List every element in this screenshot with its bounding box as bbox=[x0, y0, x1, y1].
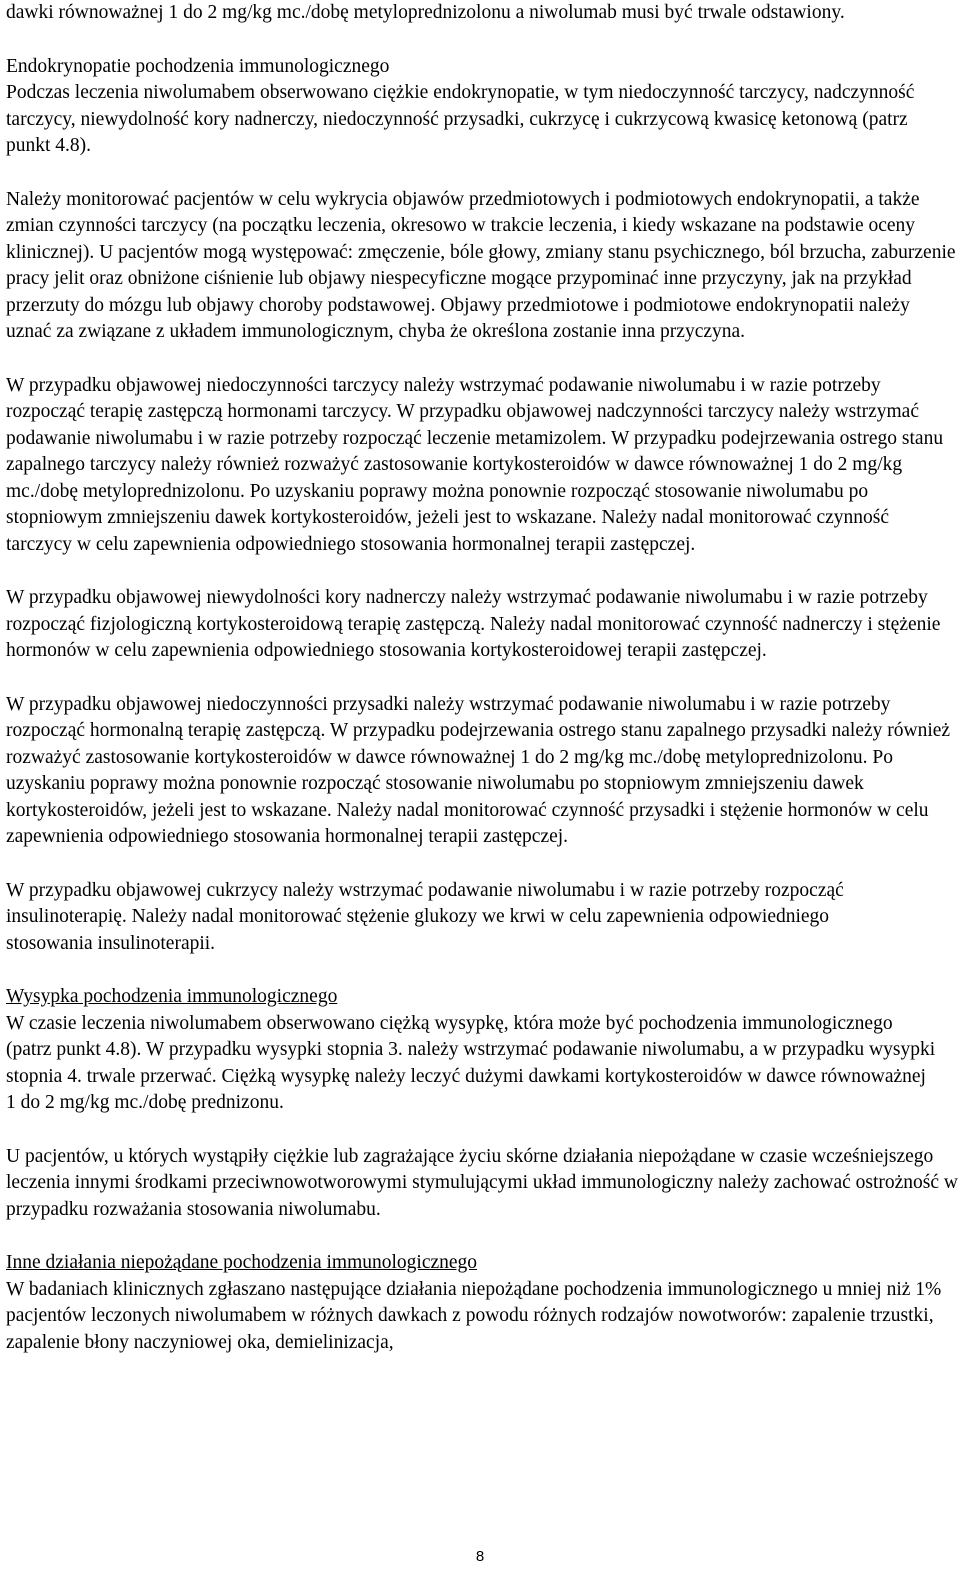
section-heading-rash: Wysypka pochodzenia immunologicznego bbox=[6, 986, 338, 1007]
page-number: 8 bbox=[475, 1548, 485, 1565]
paragraph: U pacjentów, u których wystąpiły ciężkie lub zagrażające życiu skórne działania niepożądane w czasie wcześniejszego leczenia innymi środkami przeciwnowotworowymi stymulującymi układ immunologiczny należy zachować ostrożność w przypadku rozważania stosowania niwolumabu. bbox=[6, 1145, 958, 1220]
paragraph: W przypadku objawowej niedoczynności tarczycy należy wstrzymać podawanie niwolumabu i w razie potrzeby rozpocząć terapię zastępczą hormonami tarczycy. W przypadku objawowej nadczynności tarczycy należy wstrzymać podawanie niwolumabu i w razie potrzeby rozpocząć leczenie metamizolem. W przypadku podejrzewania ostrego stanu zapalnego tarczycy należy również rozważyć zastosowanie kortykosteroidów w dawce równoważnej 1 do 2 mg/kg mc./dobę metyloprednizolonu. Po uzyskaniu poprawy można ponownie rozpocząć stosowanie niwolumabu po stopniowym zmniejszeniu dawek kortykosteroidów, jeżeli jest to wskazane. Należy nadal monitorować czynność tarczycy w celu zapewnienia odpowiedniego stosowania hormonalnej terapii zastępczej. bbox=[6, 374, 944, 555]
paragraph: W badaniach klinicznych zgłaszano następujące działania niepożądane pochodzenia immunologicznego u mniej niż 1% pacjentów leczonych niwolumabem w różnych dawkach z powodu różnych rodzajów nowotworów: zapalenie trzustki, zapalenie błony naczyniowej oka, demielinizacja, bbox=[6, 1278, 942, 1353]
paragraph: W przypadku objawowej cukrzycy należy wstrzymać podawanie niwolumabu i w razie potrzeby rozpocząć insulinoterapię. Należy nadal monitorować stężenie glukozy we krwi w celu zapewnienia odpowiedniego stosowania insulinoterapii. bbox=[6, 879, 844, 954]
paragraph: Podczas leczenia niwolumabem obserwowano ciężkie endokrynopatie, w tym niedoczynność tarczycy, nadczynność tarczycy, niewydolność kory nadnerczy, niedoczynność przysadki, cukrzycę i cukrzycową kwasicę ketonową (patrz punkt 4.8). bbox=[6, 82, 915, 156]
paragraph: Należy monitorować pacjentów w celu wykrycia objawów przedmiotowych i podmiotowych endokrynopatii, a także zmian czynności tarczycy (na początku leczenia, okresowo w trakcie leczenia, i kiedy wskazane na podstawie oceny klinicznej). U pacjentów mogą występować: zmęczenie, bóle głowy, zmiany stanu psychicznego, ból brzucha, zaburzenie pracy jelit oraz obniżone ciśnienie lub objawy niespecyficzne mogące przypominać inne przyczyny, jak na przykład przerzuty do mózgu lub objawy choroby podstawowej. Objawy przedmiotowe i podmiotowe endokrynopatii należy uznać za związane z układem immunologicznym, chyba że określona zostanie inna przyczyna. bbox=[6, 188, 956, 342]
paragraph: W przypadku objawowej niedoczynności przysadki należy wstrzymać podawanie niwolumabu i w razie potrzeby rozpocząć hormonalną terapię zastępczą. W przypadku podejrzewania ostrego stanu zapalnego przysadki należy również rozważyć zastosowanie kortykosteroidów w dawce równoważnej 1 do 2 mg/kg mc./dobę metyloprednizolonu. Po uzyskaniu poprawy można ponownie rozpocząć stosowanie niwolumabu po stopniowym zmniejszeniu dawek kortykosteroidów, jeżeli jest to wskazane. Należy nadal monitorować czynność przysadki i stężenie hormonów w celu zapewnienia odpowiedniego stosowania hormonalnej terapii zastępczej. bbox=[6, 693, 951, 847]
paragraph: W czasie leczenia niwolumabem obserwowano ciężką wysypkę, która może być pochodzenia immunologicznego (patrz punkt 4.8). W przypadku wysypki stopnia 3. należy wstrzymać podawanie niwolumabu, a w przypadku wysypki stopnia 4. trwale przerwać. Ciężką wysypkę należy leczyć dużymi dawkami kortykosteroidów w dawce równoważnej 1 do 2 mg/kg mc./dobę prednizonu. bbox=[6, 1012, 936, 1113]
section-heading-endocrine: Endokrynopatie pochodzenia immunologicznego bbox=[6, 55, 390, 77]
section-heading-other: Inne działania niepożądane pochodzenia immunologicznego bbox=[6, 1252, 478, 1273]
document-page bbox=[6, 0, 956, 1356]
paragraph: W przypadku objawowej niewydolności kory nadnerczy należy wstrzymać podawanie niwolumabu i w razie potrzeby rozpocząć fizjologiczną kortykosteroidową terapię zastępczą. Należy nadal monitorować czynność nadnerczy i stężenie hormonów w celu zapewnienia odpowiedniego stosowania kortykosteroidowej terapii zastępczej. bbox=[6, 587, 941, 661]
intro-paragraph: dawki równoważnej 1 do 2 mg/kg mc./dobę metyloprednizolonu a niwolumab musi być trwale odstawiony. bbox=[6, 2, 845, 23]
